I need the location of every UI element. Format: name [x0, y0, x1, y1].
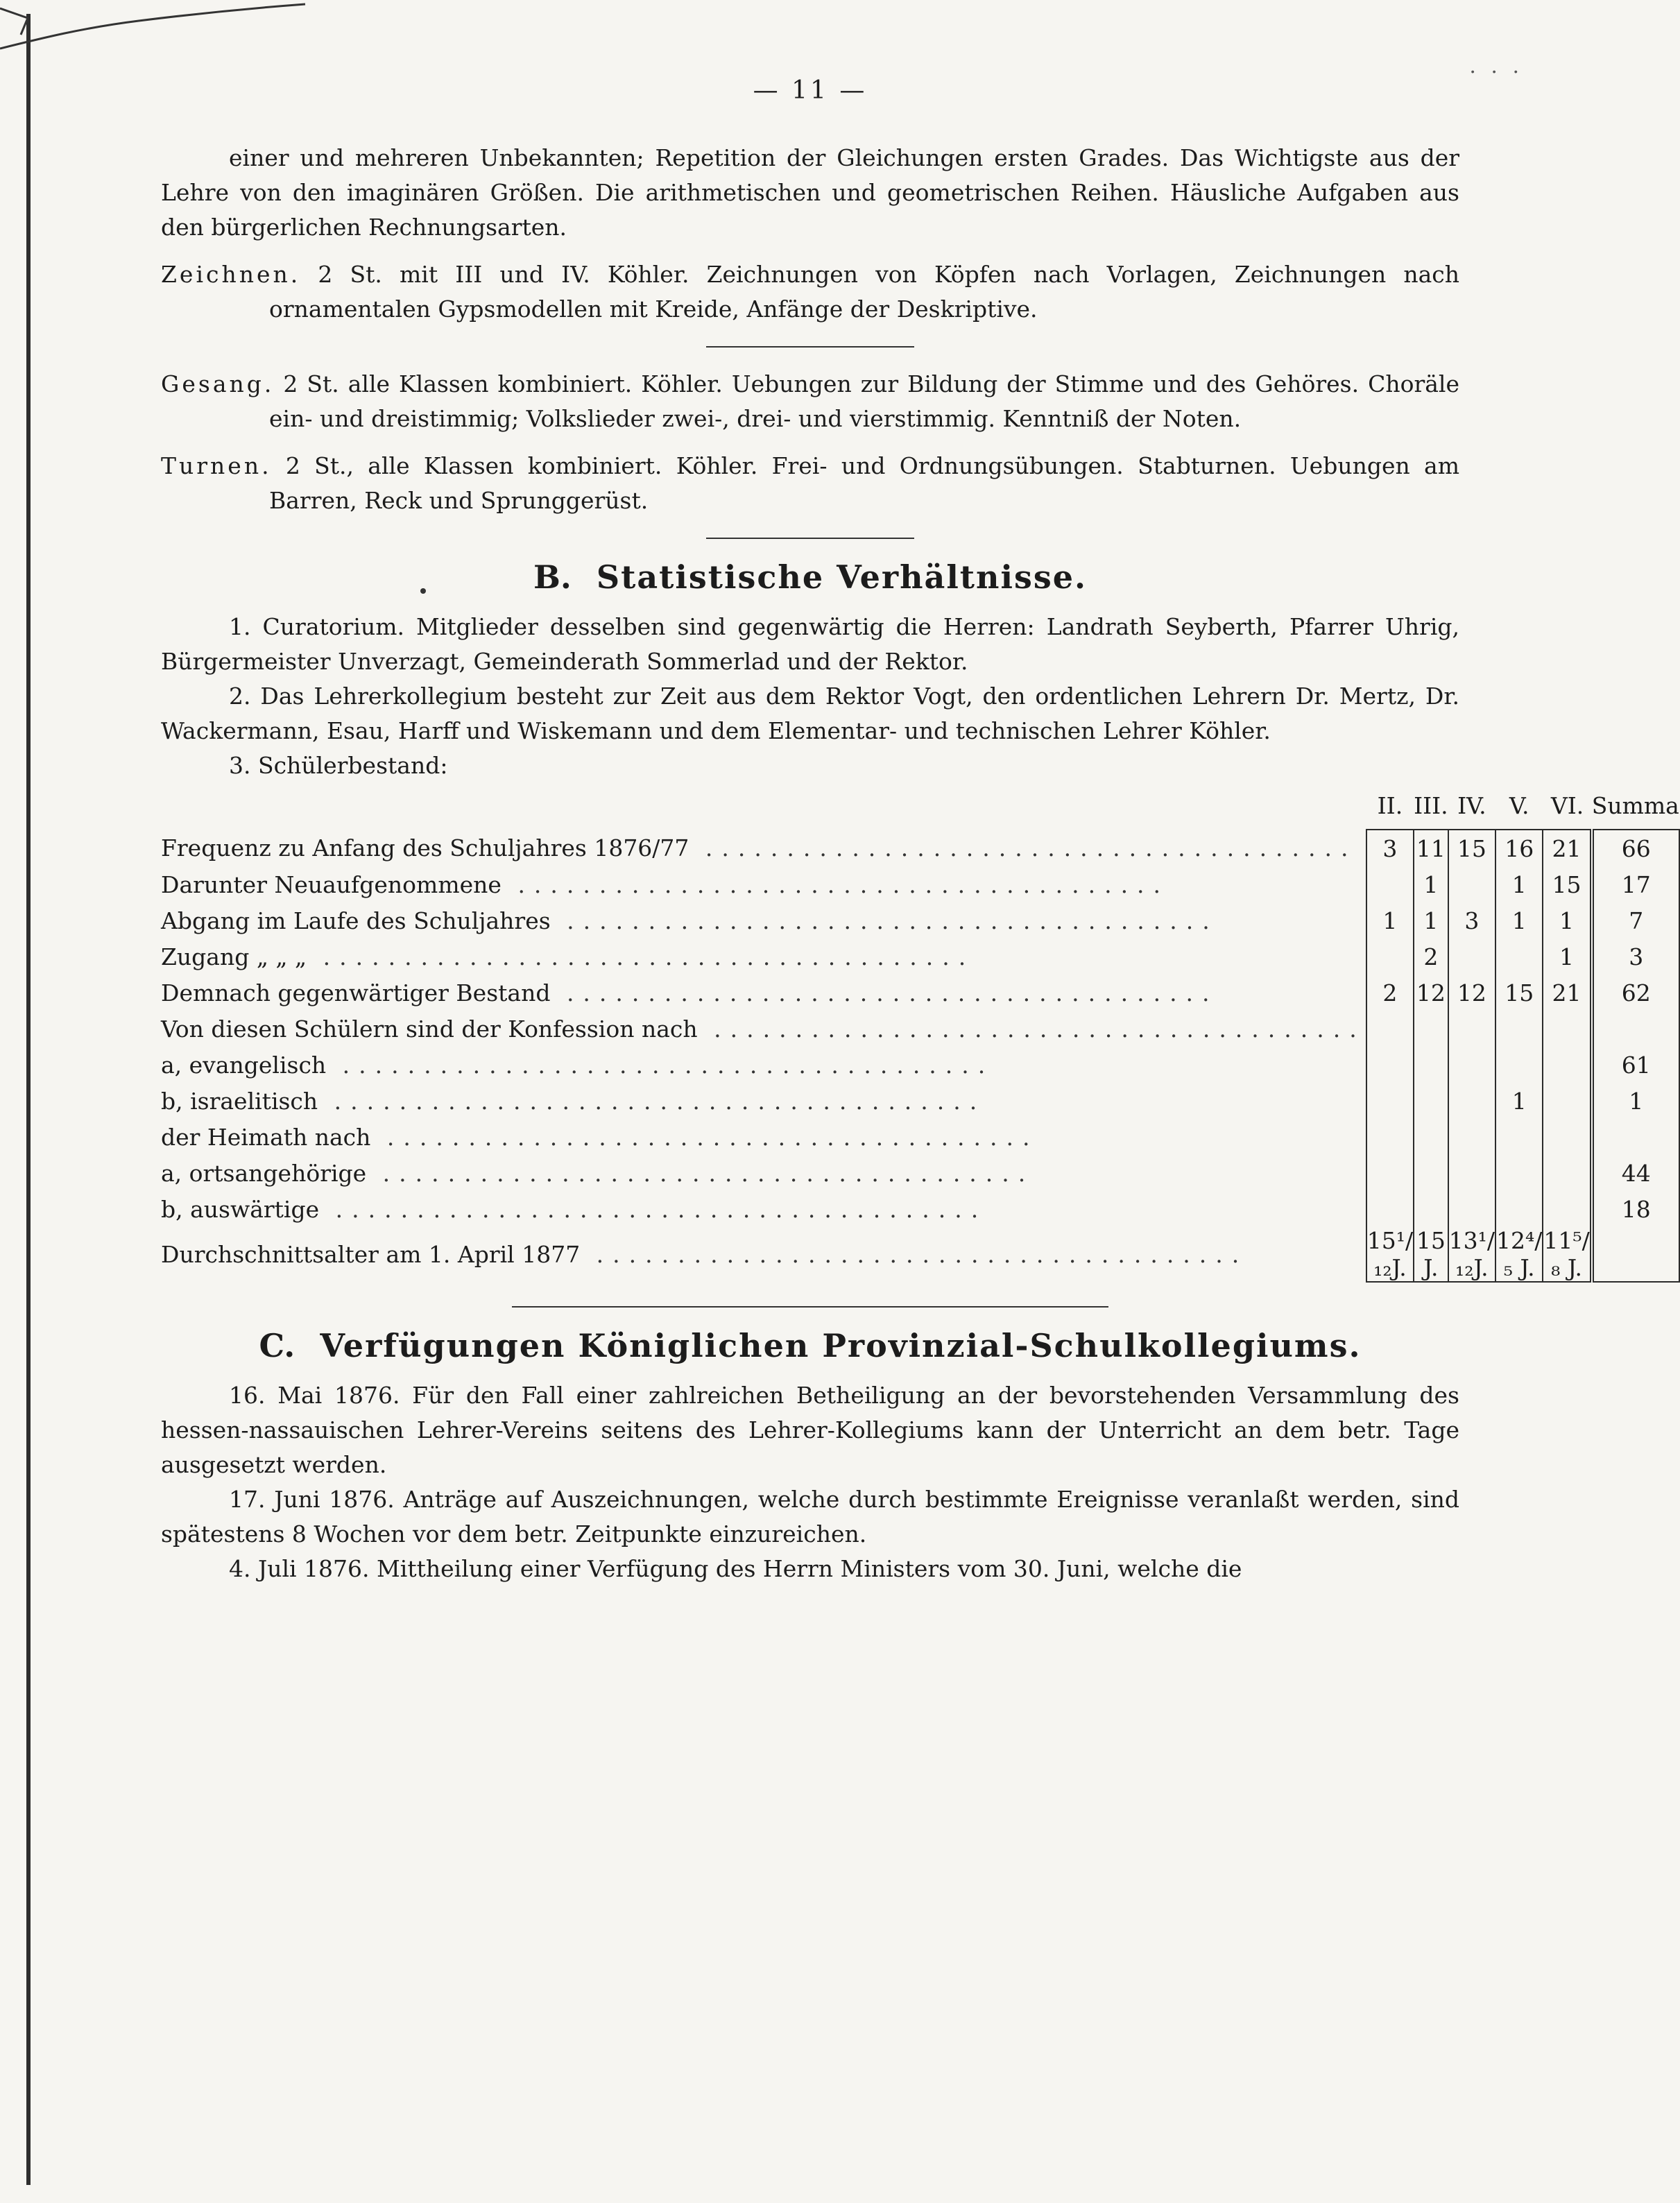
- table-cell: 12⁴/₅ J.: [1496, 1227, 1543, 1281]
- table-cell: [1448, 1083, 1495, 1119]
- dot-leader: ........................................: [580, 1241, 1249, 1268]
- table-cell: 2: [1414, 938, 1448, 975]
- sum-cell: [1592, 1119, 1679, 1155]
- dot-leader: ........................................: [697, 1015, 1366, 1043]
- table-row: [161, 975, 1679, 1011]
- table-cell: 2: [1366, 975, 1414, 1011]
- curatorium-paragraph: 1. Curatorium. Mitglieder desselben sind gegenwärtig die Herren: Landrath Seyberth, Pfarrer Uhrig, Bürgermeister Unverzagt, Gemeinderath Sommerlad und der Rektor.: [161, 613, 1459, 675]
- gesang-paragraph: [161, 367, 1459, 436]
- row-label: [161, 1047, 1366, 1083]
- table-cell: [1414, 1083, 1448, 1119]
- dot-leader: ........................................: [326, 1051, 995, 1079]
- divider-2: [706, 538, 914, 539]
- intro-paragraph: einer und mehreren Unbekannten; Repetition der Gleichungen ersten Grades. Das Wichtigste aus der Lehre von den imaginären Größen. Die arithmetischen und geometrischen Reihen. Häusliche Aufgaben aus den bürgerlichen Rechnungsarten.: [161, 144, 1459, 241]
- verfuegung-entry: 17. Juni 1876. Anträge auf Auszeichnungen, welche durch bestimmte Ereignisse veranlaßt werden, sind spätestens 8 Wochen vor dem betr. Zeitpunkte einzureichen.: [161, 1486, 1459, 1548]
- table-cell: [1448, 938, 1495, 975]
- table-cell: [1543, 1083, 1591, 1119]
- table-cell: [1414, 1047, 1448, 1083]
- zeichnen-subject: Zeichnen.: [161, 261, 301, 288]
- row-label: [161, 866, 1366, 902]
- kollegium-paragraph: 2. Das Lehrerkollegium besteht zur Zeit aus dem Rektor Vogt, den ordentlichen Lehrern Dr. Mertz, Dr. Wackermann, Esau, Harff und Wiskemann und dem Elementar- und technischen Lehrer Köhler.: [161, 683, 1459, 744]
- sum-cell: 44: [1592, 1155, 1679, 1191]
- table-cell: 11: [1414, 830, 1448, 866]
- table-cell: [1366, 866, 1414, 902]
- row-label: [161, 902, 1366, 938]
- row-label-text: Abgang im Laufe des Schuljahres: [161, 907, 551, 934]
- row-label: [161, 975, 1366, 1011]
- table-cell: 13¹/₁₂J.: [1448, 1227, 1495, 1281]
- table-cell: [1495, 1011, 1543, 1047]
- table-cell: 21: [1543, 975, 1591, 1011]
- row-label: [161, 938, 1366, 975]
- zeichnen-paragraph: [161, 257, 1459, 327]
- table-row: [161, 866, 1679, 902]
- row-label-text: Von diesen Schülern sind der Konfession nach: [161, 1015, 698, 1043]
- table-row: [161, 1011, 1679, 1047]
- table-cell: 12: [1414, 975, 1448, 1011]
- sum-cell: 66: [1592, 830, 1679, 866]
- table-header-row: [161, 787, 1679, 830]
- table-cell: [1448, 1155, 1495, 1191]
- divider-1: [706, 346, 914, 348]
- table-row: [161, 1119, 1679, 1155]
- row-label: [161, 1191, 1366, 1227]
- row-label-text: Durchschnittsalter am 1. April 1877: [161, 1241, 581, 1268]
- student-statistics-table: [161, 787, 1680, 1283]
- table-cell: [1543, 1191, 1591, 1227]
- table-cell: [1495, 1191, 1543, 1227]
- table-cell: 15: [1543, 866, 1591, 902]
- dot-leader: ........................................: [366, 1159, 1035, 1187]
- table-cell: [1414, 1191, 1448, 1227]
- table-row: [161, 1047, 1679, 1083]
- column-header: II.: [1377, 791, 1403, 819]
- section-c-heading: [161, 1327, 1459, 1364]
- column-header: V.: [1509, 791, 1529, 819]
- table-cell: [1448, 1119, 1495, 1155]
- table-cell: [1414, 1155, 1448, 1191]
- row-label-text: a, evangelisch: [161, 1051, 327, 1079]
- row-label: [161, 1083, 1366, 1119]
- row-label-text: Zugang „ „ „: [161, 943, 307, 970]
- section-b-letter: B.: [533, 558, 572, 596]
- page-binding-edge: [26, 14, 31, 2185]
- row-label-text: der Heimath nach: [161, 1123, 371, 1151]
- column-header: III.: [1414, 791, 1448, 819]
- row-label-text: b, auswärtige: [161, 1195, 320, 1223]
- table-cell: [1495, 1047, 1543, 1083]
- table-cell: 15: [1495, 975, 1543, 1011]
- table-cell: 16: [1495, 830, 1543, 866]
- dot-leader: ........................................: [319, 1195, 988, 1223]
- table-row: [161, 938, 1679, 975]
- table-cell: 1: [1495, 866, 1543, 902]
- table-cell: 15 J.: [1414, 1227, 1448, 1282]
- verfuegung-entry: 4. Juli 1876. Mittheilung einer Verfügung des Herrn Ministers vom 30. Juni, welche die: [229, 1555, 1242, 1582]
- page-content: [161, 76, 1679, 1586]
- row-label: [161, 1155, 1366, 1191]
- row-label: [161, 830, 1366, 866]
- corner-dots: . . .: [1469, 54, 1523, 78]
- sum-cell: 17: [1592, 866, 1679, 902]
- turnen-paragraph: [161, 449, 1459, 518]
- torn-corner-mark: [0, 0, 305, 62]
- gesang-subject: Gesang.: [161, 370, 275, 397]
- table-cell: [1448, 1191, 1495, 1227]
- sum-cell: 1: [1592, 1083, 1679, 1119]
- table-cell: [1366, 938, 1414, 975]
- divider-3: [512, 1306, 1108, 1308]
- table-cell: 3: [1366, 830, 1414, 866]
- table-cell: [1543, 1047, 1591, 1083]
- table-cell: 1: [1366, 902, 1414, 938]
- table-cell: 1: [1543, 938, 1591, 975]
- table-cell: [1366, 1047, 1414, 1083]
- table-cell: 1: [1414, 866, 1448, 902]
- column-header: IV.: [1457, 791, 1486, 819]
- row-label-text: a, ortsangehörige: [161, 1159, 367, 1187]
- column-header: VI.: [1550, 791, 1584, 819]
- table-cell: [1495, 938, 1543, 975]
- table-row: [161, 1191, 1679, 1227]
- sum-cell: [1592, 1011, 1679, 1047]
- table-cell: [1414, 1119, 1448, 1155]
- page-number: — 11 —: [753, 76, 868, 105]
- dot-leader: ........................................: [370, 1123, 1039, 1151]
- dot-leader: ........................................: [307, 943, 975, 970]
- row-label-text: Demnach gegenwärtiger Bestand: [161, 979, 551, 1006]
- table-cell: [1448, 866, 1495, 902]
- dot-leader: ........................................: [501, 871, 1170, 898]
- section-c-letter: C.: [259, 1327, 295, 1364]
- dot-leader: ........................................: [689, 834, 1357, 862]
- sum-cell: 62: [1592, 975, 1679, 1011]
- column-header: Summa: [1591, 791, 1679, 819]
- table-row: [161, 1155, 1679, 1191]
- row-label-text: Frequenz zu Anfang des Schuljahres 1876/77: [161, 834, 689, 862]
- verfuegung-entry: 16. Mai 1876. Für den Fall einer zahlreichen Betheiligung an der bevorstehenden Versammlung des hessen-nassauischen Lehrer-Vereins seitens des Lehrer-Kollegiums kann der Unterricht an dem betr. Tage ausgesetzt werden.: [161, 1382, 1459, 1478]
- row-label: [161, 1227, 1366, 1282]
- table-cell: [1495, 1155, 1543, 1191]
- section-c-title: Verfügungen Königlichen Provinzial-Schulkollegiums.: [320, 1327, 1362, 1364]
- dot-leader: ........................................: [550, 907, 1219, 934]
- table-row: [161, 902, 1679, 938]
- table-cell: [1366, 1011, 1414, 1047]
- table-cell: 1: [1495, 1083, 1543, 1119]
- table-cell: 11⁵/₈ J.: [1543, 1227, 1591, 1282]
- table-cell: [1366, 1119, 1414, 1155]
- table-row: [161, 1227, 1679, 1282]
- sum-cell: 18: [1592, 1191, 1679, 1227]
- table-cell: 12: [1448, 975, 1495, 1011]
- table-cell: [1495, 1119, 1543, 1155]
- sum-cell: 61: [1592, 1047, 1679, 1083]
- table-cell: 15: [1448, 830, 1495, 866]
- table-cell: [1414, 1011, 1448, 1047]
- schuelerbestand-heading: 3. Schülerbestand:: [229, 752, 448, 779]
- sum-cell: [1592, 1227, 1679, 1282]
- dot-leader: ........................................: [550, 979, 1219, 1006]
- row-label-text: b, israelitisch: [161, 1087, 318, 1115]
- zeichnen-text: 2 St. mit III und IV. Köhler. Zeichnungen von Köpfen nach Vorlagen, Zeichnungen nach ornamentalen Gypsmodellen mit Kreide, Anfänge der Deskriptive.: [269, 261, 1460, 323]
- table-row: [161, 1083, 1679, 1119]
- table-cell: [1543, 1155, 1591, 1191]
- table-cell: 1: [1414, 902, 1448, 938]
- table-cell: 15¹/₁₂J.: [1366, 1227, 1414, 1281]
- dot-leader: ........................................: [318, 1087, 986, 1115]
- sum-cell: 3: [1592, 938, 1679, 975]
- table-cell: [1448, 1011, 1495, 1047]
- table-cell: [1366, 1083, 1414, 1119]
- sum-cell: 7: [1592, 902, 1679, 938]
- gesang-text: 2 St. alle Klassen kombiniert. Köhler. Uebungen zur Bildung der Stimme und des Gehöres. Choräle ein- und dreistimmig; Volkslieder zwei-, drei- und vierstimmig. Kenntniß der Noten.: [269, 370, 1459, 432]
- turnen-subject: Turnen.: [161, 452, 272, 479]
- table-cell: [1543, 1119, 1591, 1155]
- table-cell: 1: [1543, 902, 1591, 938]
- section-b-heading: [161, 558, 1459, 596]
- table-cell: 3: [1448, 902, 1495, 938]
- table-cell: 21: [1543, 830, 1591, 866]
- section-b-title: Statistische Verhältnisse.: [596, 558, 1088, 596]
- row-label: [161, 1119, 1366, 1155]
- table-cell: [1543, 1011, 1591, 1047]
- row-label: [161, 1011, 1366, 1047]
- table-cell: [1366, 1155, 1414, 1191]
- table-cell: 1: [1495, 902, 1543, 938]
- row-label-text: Darunter Neuaufgenommene: [161, 871, 502, 898]
- turnen-text: 2 St., alle Klassen kombiniert. Köhler. Frei- und Ordnungsübungen. Stabturnen. Uebungen am Barren, Reck und Sprunggerüst.: [269, 452, 1459, 514]
- table-cell: [1448, 1047, 1495, 1083]
- table-cell: [1366, 1191, 1414, 1227]
- table-row: [161, 830, 1679, 866]
